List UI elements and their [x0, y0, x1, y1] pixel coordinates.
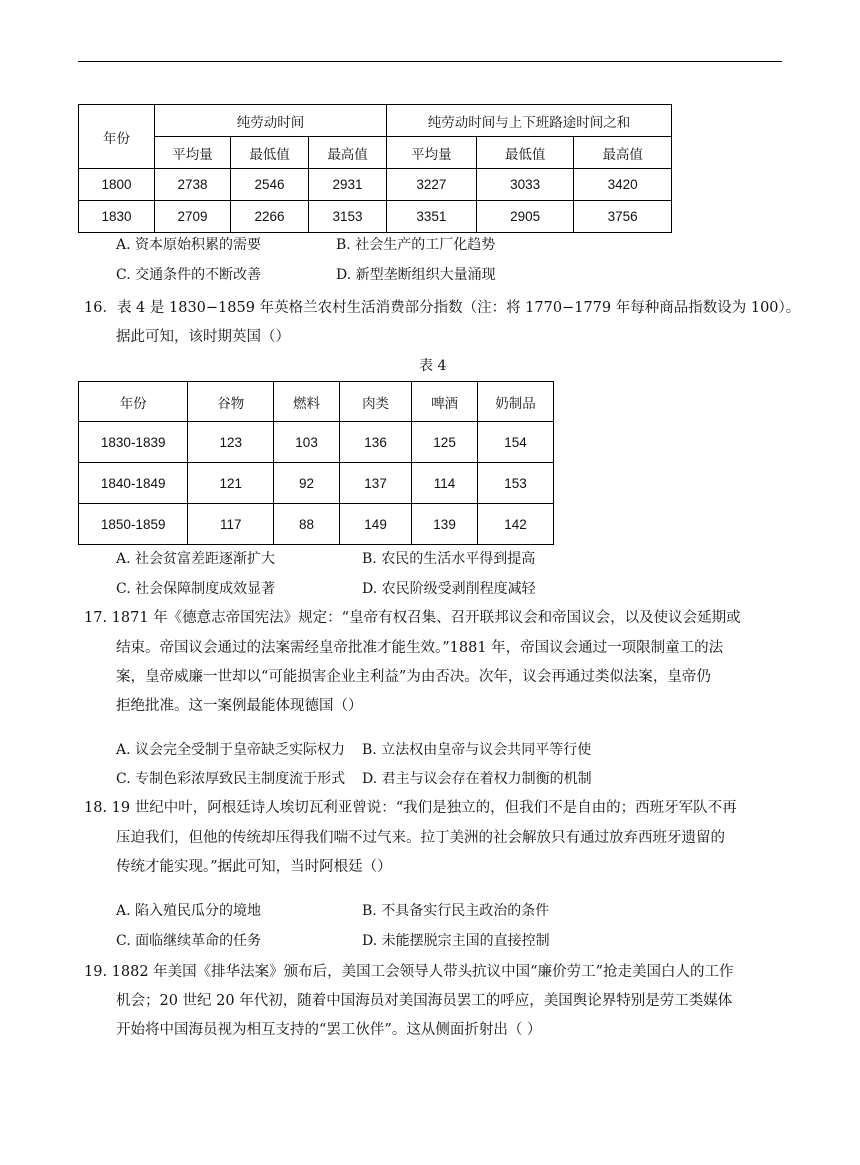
- table2-cell: 136: [340, 422, 412, 463]
- table1-cell: 2931: [309, 169, 387, 201]
- table1-cell: 1830: [79, 201, 155, 233]
- table2-cell: 114: [412, 463, 478, 504]
- table1-cell: 2709: [155, 201, 231, 233]
- q16-option-d: D. 农民阶级受剥削程度减轻: [362, 581, 536, 597]
- table1-year-header: 年份: [79, 105, 155, 169]
- q17-option-c: C. 专制色彩浓厚致民主制度流于形式: [116, 771, 346, 787]
- table1-sub-header: 最低值: [476, 137, 574, 169]
- table2-cell: 153: [478, 463, 554, 504]
- table-row: [79, 169, 672, 201]
- table1-sub-header: 最低值: [231, 137, 309, 169]
- q16-option-b: B. 农民的生活水平得到提高: [362, 551, 536, 567]
- table2-cell: 154: [478, 422, 554, 463]
- table1-sub-header: 最高值: [574, 137, 672, 169]
- table1-sub-header: 最高值: [309, 137, 387, 169]
- q15-option-a: A. 资本原始积累的需要: [116, 237, 262, 253]
- table2-cell: 1840-1849: [79, 463, 188, 504]
- table-caption: 表 4: [419, 358, 447, 374]
- table2-header: 谷物: [188, 382, 274, 422]
- table-row: [79, 422, 554, 463]
- table2-cell: 92: [274, 463, 340, 504]
- table1-cell: 3351: [387, 201, 477, 233]
- table-row: [79, 463, 554, 504]
- q19-stem: 机会；20 世纪 20 年代初，随着中国海员对美国海员罢工的呼应，美国舆论界特别是劳工类媒体: [116, 993, 733, 1009]
- q18-option-b: B. 不具备实行民主政治的条件: [362, 903, 550, 919]
- table1-cell: 2266: [231, 201, 309, 233]
- table1-group-header: 纯劳动时间与上下班路途时间之和: [387, 105, 672, 137]
- q19-stem: 19. 1882 年美国《排华法案》颁布后，美国工会领导人带头抗议中国“廉价劳工”抢走美国白人的工作: [84, 964, 734, 980]
- q17-stem: 拒绝批准。这一案例最能体现德国（）: [116, 698, 363, 714]
- q18-option-d: D. 未能摆脱宗主国的直接控制: [362, 933, 550, 949]
- table2-cell: 103: [274, 422, 340, 463]
- q17-stem: 案，皇帝威廉一世却以“可能损害企业主利益”为由否决。次年，议会再通过类似法案，皇帝仍: [116, 669, 711, 685]
- table1-cell: 3420: [574, 169, 672, 201]
- q18-option-c: C. 面临继续革命的任务: [116, 933, 262, 949]
- table2-cell: 1830-1839: [79, 422, 188, 463]
- table1-cell: 2905: [476, 201, 574, 233]
- q15-option-b: B. 社会生产的工厂化趋势: [336, 237, 496, 253]
- q18-stem: 18. 19 世纪中叶，阿根廷诗人埃切瓦利亚曾说：“我们是独立的，但我们不是自由的；西班牙军队不再: [84, 800, 737, 816]
- q18-stem: 传统才能实现。”据此可知，当时阿根廷（）: [116, 859, 392, 875]
- table2-header: 燃料: [274, 382, 340, 422]
- table1-cell: 1800: [79, 169, 155, 201]
- table2-header: 年份: [79, 382, 188, 422]
- table2-cell: 142: [478, 504, 554, 545]
- table2-cell: 117: [188, 504, 274, 545]
- q17-stem: 17. 1871 年《德意志帝国宪法》规定：“皇帝有权召集、召开联邦议会和帝国议会，以及使议会延期或: [84, 610, 741, 626]
- q16-option-c: C. 社会保障制度成效显著: [116, 581, 276, 597]
- table2-cell: 123: [188, 422, 274, 463]
- table2-cell: 88: [274, 504, 340, 545]
- table2-cell: 125: [412, 422, 478, 463]
- table2-cell: 149: [340, 504, 412, 545]
- table-row: [79, 504, 554, 545]
- table2-cell: 1850-1859: [79, 504, 188, 545]
- q15-option-c: C. 交通条件的不断改善: [116, 267, 262, 283]
- table1-cell: 3153: [309, 201, 387, 233]
- q17-stem: 结束。帝国议会通过的法案需经皇帝批准才能生效。”1881 年，帝国议会通过一项限制童工的法: [116, 640, 724, 656]
- table1-group-header: 纯劳动时间: [155, 105, 387, 137]
- q18-stem: 压迫我们，但他的传统却压得我们喘不过气来。拉丁美洲的社会解放只有通过放弃西班牙遗留的: [116, 830, 725, 846]
- table1-cell: 3227: [387, 169, 477, 201]
- consumption-index-table: [78, 381, 554, 545]
- q15-option-d: D. 新型垄断组织大量涌现: [336, 267, 496, 283]
- table2-header: 啤酒: [412, 382, 478, 422]
- q16-stem: 16．表 4 是 1830−1859 年英格兰农村生活消费部分指数（注：将 1770−1779 年每种商品指数设为 100）。: [84, 300, 801, 316]
- labor-time-table: [78, 104, 672, 233]
- q19-stem: 开始将中国海员视为相互支持的“罢工伙伴”。这从侧面折射出（ ）: [116, 1022, 542, 1038]
- header-rule: [78, 61, 782, 62]
- table2-header: 奶制品: [478, 382, 554, 422]
- table1-sub-header: 平均量: [155, 137, 231, 169]
- table1-cell: 2738: [155, 169, 231, 201]
- table2-header: 肉类: [340, 382, 412, 422]
- q17-option-b: B. 立法权由皇帝与议会共同平等行使: [362, 742, 592, 758]
- table2-cell: 121: [188, 463, 274, 504]
- q17-option-d: D. 君主与议会存在着权力制衡的机制: [362, 771, 592, 787]
- table1-cell: 3033: [476, 169, 574, 201]
- table1-cell: 3756: [574, 201, 672, 233]
- table-row: [79, 201, 672, 233]
- table1-cell: 2546: [231, 169, 309, 201]
- table2-cell: 139: [412, 504, 478, 545]
- q17-option-a: A. 议会完全受制于皇帝缺乏实际权力: [116, 742, 346, 758]
- q18-option-a: A. 陷入殖民瓜分的境地: [116, 903, 262, 919]
- q16-stem: 据此可知，该时期英国（）: [116, 329, 290, 345]
- table1-sub-header: 平均量: [387, 137, 477, 169]
- q16-option-a: A. 社会贫富差距逐渐扩大: [116, 551, 276, 567]
- table2-cell: 137: [340, 463, 412, 504]
